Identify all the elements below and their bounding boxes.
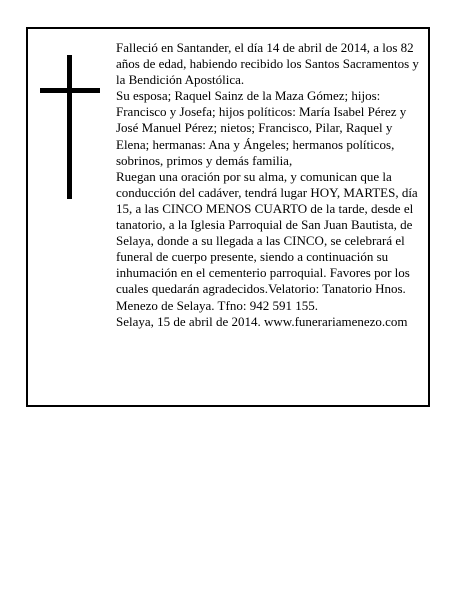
funeral-details-paragraph: Ruegan una oración por su alma, y comunican que la conducción del cadáver, tendrá lugar HOY, MARTES, día 15, a las CINCO MENOS CUARTO de la tarde, desde el tanatorio, a la Iglesia Parroquial de San Juan Bautista, de Selaya, donde a su llegada a las CINCO, se celebrará el funeral de cuerpo presente, siendo a continuación su inhumación en el cementerio parroquial. Favores por los cuales quedarán agradecidos.Velatorio: Tanatorio Hnos. Menezo de Selaya. Tfno: 942 591 155. xyxy=(116,168,418,313)
death-announcement-paragraph: Falleció en Santander, el día 14 de abril de 2014, a los 82 años de edad, habiendo recibido los Santos Sacramentos y la Bendición Apostólica. xyxy=(116,40,419,88)
obituary-notice xyxy=(26,27,430,407)
cross-horizontal-bar xyxy=(40,88,100,93)
obituary-text xyxy=(116,40,426,330)
cross-vertical-bar xyxy=(67,55,72,199)
family-paragraph: Su esposa; Raquel Sainz de la Maza Gómez; hijos: Francisco y Josefa; hijos políticos: María Isabel Pérez y José Manuel Pérez; nietos; Francisco, Pilar, Raquel y Elena; hermanas: Ana y Ángeles; hermanos políticos, sobrinos, primos y demás familia, xyxy=(116,88,407,168)
place-date-paragraph: Selaya, 15 de abril de 2014. www.funerariamenezo.com xyxy=(116,313,408,329)
latin-cross-icon xyxy=(40,55,100,199)
